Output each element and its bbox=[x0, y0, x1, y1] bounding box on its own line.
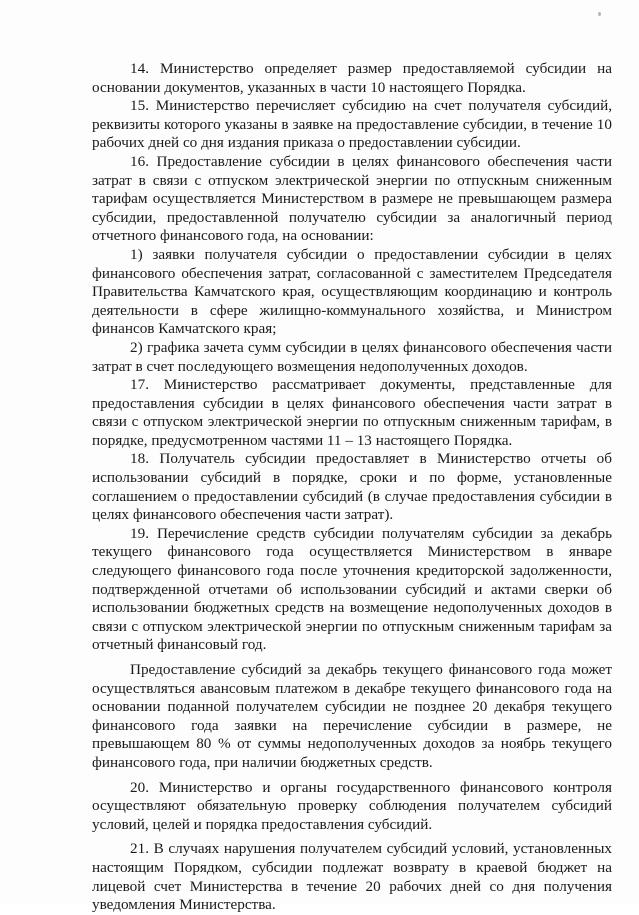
paragraph-16: 16. Предоставление субсидии в целях финансового обеспечения части затрат в связи с отпуском электрической энергии по отпускным сниженным тарифам осуществляется Министерством в размере не превышающем размера субсидии, предоставленной получателю субсидии за аналогичный период отчетного финансового года, на основании: bbox=[92, 152, 612, 245]
document-body bbox=[92, 60, 612, 915]
scan-speck bbox=[598, 12, 601, 16]
paragraph-19: 19. Перечисление средств субсидии получателям субсидии за декабрь текущего финансового года осуществляется Министерством в январе следующего финансового года после уточнения кредиторской задолженности, подтвержденной отчетами об использовании субсидий и актами сверки об использовании бюджетных средств на возмещение недополученных доходов в связи с отпуском электрической энергии по отпускным сниженным тарифам за отчетный финансовый год. bbox=[92, 524, 612, 654]
paragraph-15: 15. Министерство перечисляет субсидию на счет получателя субсидий, реквизиты которого указаны в заявке на предоставление субсидии, в течение 10 рабочих дней со дня издания приказа о предоставлении субсидии. bbox=[92, 97, 612, 152]
paragraph-16-item-2: 2) графика зачета сумм субсидии в целях финансового обеспечения части затрат в счет последующего возмещения недополученных доходов. bbox=[92, 338, 612, 375]
paragraph-18: 18. Получатель субсидии предоставляет в Министерство отчеты об использовании субсидий в порядке, сроки и по форме, установленные соглашением о предоставлении субсидий (в случае предоставления субсидии в целях финансового обеспечения части затрат). bbox=[92, 450, 612, 524]
paragraph-16-item-1: 1) заявки получателя субсидии о предоставлении субсидии в целях финансового обеспечения затрат, согласованной с заместителем Председателя Правительства Камчатского края, осуществляющим координацию и контроль деятельности в сфере жилищно-коммунального хозяйства, и Министром финансов Камчатского края; bbox=[92, 245, 612, 338]
paragraph-14: 14. Министерство определяет размер предоставляемой субсидии на основании документов, указанных в части 10 настоящего Порядка. bbox=[92, 60, 612, 96]
paragraph-19-continuation: Предоставление субсидий за декабрь текущего финансового года может осуществляться авансовым платежом в декабре текущего финансового года на основании поданной получателем субсидии не позднее 20 декабря текущего финансового года заявки на перечисление субсидии в размере, не превышающем 80 % от суммы недополученных доходов за ноябрь текущего финансового года, при наличии бюджетных средств. bbox=[92, 661, 612, 771]
paragraph-20: 20. Министерство и органы государственного финансового контроля осуществляют обязательную проверку соблюдения получателем субсидий условий, целей и порядка предоставления субсидий. bbox=[92, 778, 612, 833]
paragraph-17: 17. Министерство рассматривает документы, представленные для предоставления субсидии в целях финансового обеспечения части затрат в связи с отпуском электрической энергии по отпускным сниженным тарифам, в порядке, предусмотренном частями 11 – 13 настоящего Порядка. bbox=[92, 376, 612, 449]
paragraph-21: 21. В случаях нарушения получателем субсидий условий, установленных настоящим Порядком, субсидии подлежат возврату в краевой бюджет на лицевой счет Министерства в течение 20 рабочих дней со дня получения уведомления Министерства. bbox=[92, 840, 612, 914]
